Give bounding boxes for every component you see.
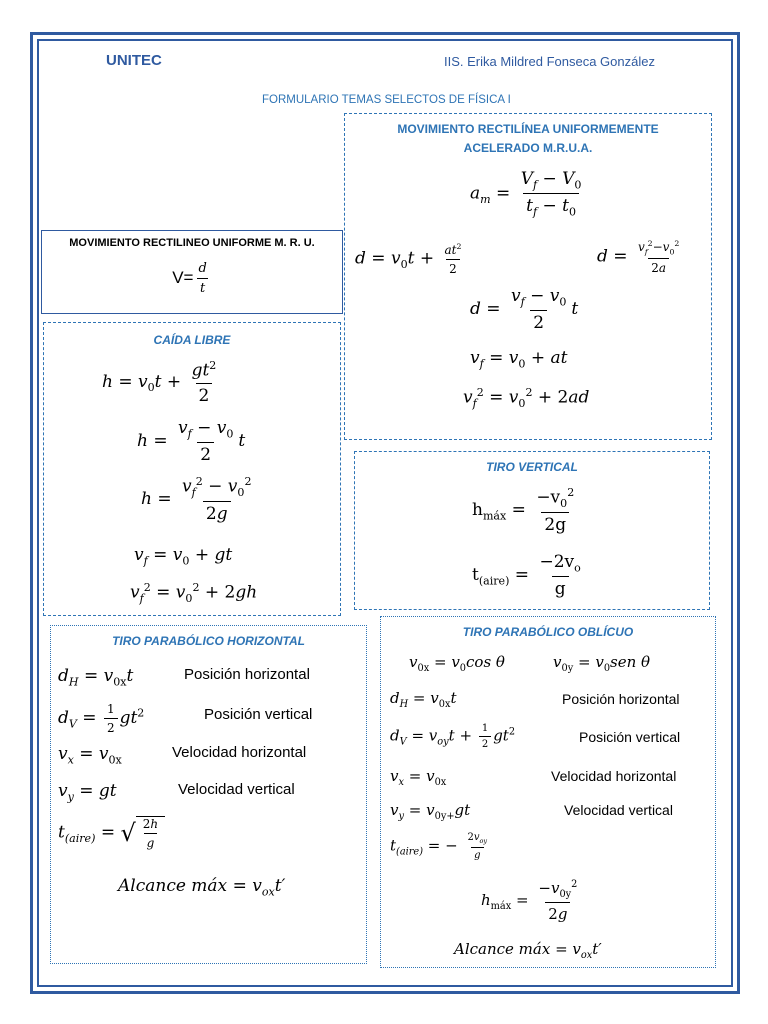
caida-libre-velocity-squared-formula: $v_f^2 = v_0^2 + 2gh$	[130, 581, 258, 606]
caida-libre-height-formula-1: $h = v_0t$ + $\frac{gt^2}{2}$	[102, 359, 217, 406]
tiro-horizontal-label-4: Velocidad vertical	[178, 781, 295, 798]
tiro-horizontal-velocity-x-formula: $v_x = v_{0x}$	[58, 744, 122, 767]
tiro-horizontal-velocity-y-formula: $v_y$ = gt	[58, 781, 117, 804]
caida-libre-height-formula-3: h = $\frac{v_f^2 - v_0^2}{2g}$	[141, 475, 252, 525]
mrua-title-line2: ACELERADO M.R.U.A.	[463, 141, 593, 155]
mrua-distance-formula-3: d = $\frac{v_f - v_0}{2}$ t	[470, 286, 579, 334]
mrua-box	[344, 113, 712, 440]
tiro-oblicuo-velocity-x-formula: $v_x = v_{0x}$	[390, 767, 447, 788]
tiro-oblicuo-velocity-y-formula: $v_y = v_{0y+}gt$	[390, 801, 471, 822]
author-name: IIS. Erika Mildred Fonseca González	[444, 54, 655, 69]
caida-libre-title: CAÍDA LIBRE	[153, 333, 231, 347]
tiro-horizontal-label-2: Posición vertical	[204, 706, 313, 723]
mru-box	[41, 230, 343, 314]
mrua-final-velocity-formula: $v_f = v_0$ + at	[470, 348, 568, 371]
caida-libre-box	[43, 322, 341, 616]
tiro-oblicuo-initial-vy-formula: $v_{0y} = v_0sen$ θ	[553, 653, 651, 674]
tiro-oblicuo-max-height-formula: $h_{máx}$ = $\frac{-v_{0y}^2}{2g}$	[481, 879, 578, 923]
mrua-velocity-squared-formula: $v_f^2 = v_0^2 + 2ad$	[463, 386, 590, 411]
tiro-oblicuo-position-y-formula: $d_V = v_{oy}t$ + $\frac{1}{2}$ $gt^2$	[390, 723, 516, 750]
tiro-horizontal-box	[50, 625, 367, 964]
tiro-oblicuo-initial-vx-formula: $v_{0x} = v_0\cos$ θ	[409, 653, 505, 674]
mrua-distance-formula-2: d = $\frac{v_f^2-v_0^2}{2a}$	[597, 239, 680, 276]
caida-libre-height-formula-2: h = $\frac{v_f - v_0}{2}$ t	[137, 418, 246, 466]
tiro-vertical-box	[354, 451, 710, 610]
tiro-oblicuo-air-time-formula: $t_{(aire)}$ = − $\frac{2v_{oy}}{g}$	[390, 832, 488, 861]
tiro-oblicuo-label-1: Posición horizontal	[562, 691, 680, 707]
tiro-vertical-title: TIRO VERTICAL	[486, 460, 578, 474]
tiro-horizontal-title: TIRO PARABÓLICO HORIZONTAL	[112, 634, 305, 648]
caida-libre-final-velocity-formula: $v_f = v_0$ + gt	[134, 545, 233, 568]
tiro-vertical-air-time-formula: $t_{(aire)}$ = $\frac{-2v_o}{g}$	[472, 552, 581, 600]
tiro-oblicuo-position-x-formula: $d_H = v_{0x}t$	[390, 689, 457, 710]
tiro-horizontal-air-time-formula: $t_{(aire)}$ = √ $\frac{2h}{g}$	[58, 816, 165, 850]
tiro-oblicuo-title: TIRO PARABÓLICO OBLÍCUO	[462, 625, 634, 639]
mrua-title-line1: MOVIMIENTO RECTILÍNEA UNIFORMEMENTE	[397, 122, 659, 136]
tiro-horizontal-label-1: Posición horizontal	[184, 666, 310, 683]
tiro-oblicuo-label-2: Posición vertical	[579, 729, 681, 745]
tiro-horizontal-label-3: Velocidad horizontal	[172, 744, 307, 761]
tiro-oblicuo-box	[380, 616, 716, 968]
tiro-oblicuo-label-4: Velocidad vertical	[564, 802, 673, 818]
mrua-distance-formula-1: $d = v_0t$ + $\frac{at^2}{2}$	[355, 242, 462, 276]
mru-title: MOVIMIENTO RECTILINEO UNIFORME M. R. U.	[69, 237, 315, 249]
document-title: FORMULARIO TEMAS SELECTOS DE FÍSICA I	[262, 94, 511, 106]
mru-formula: V= $\frac{d}{t}$	[172, 261, 207, 296]
tiro-horizontal-position-y-formula: $d_V$ = $\frac{1}{2}$ $gt^2$	[58, 702, 145, 735]
tiro-oblicuo-label-3: Velocidad horizontal	[551, 768, 677, 784]
tiro-vertical-max-height-formula: $h_{máx}$ = $\frac{-v_0^2}{2g}$	[472, 486, 575, 536]
mrua-acceleration-formula: $a_m$ = $\frac{V_f - V_0}{t_f - t_0}$	[470, 169, 582, 219]
tiro-oblicuo-max-range-formula: Alcance máx = $v_{ox}t'$	[454, 940, 602, 961]
tiro-horizontal-position-x-formula: $d_H = v_{0x}t$	[58, 666, 134, 689]
institution-name: UNITEC	[106, 52, 162, 69]
tiro-horizontal-max-range-formula: Alcance máx = $v_{ox}t'$	[118, 876, 286, 899]
